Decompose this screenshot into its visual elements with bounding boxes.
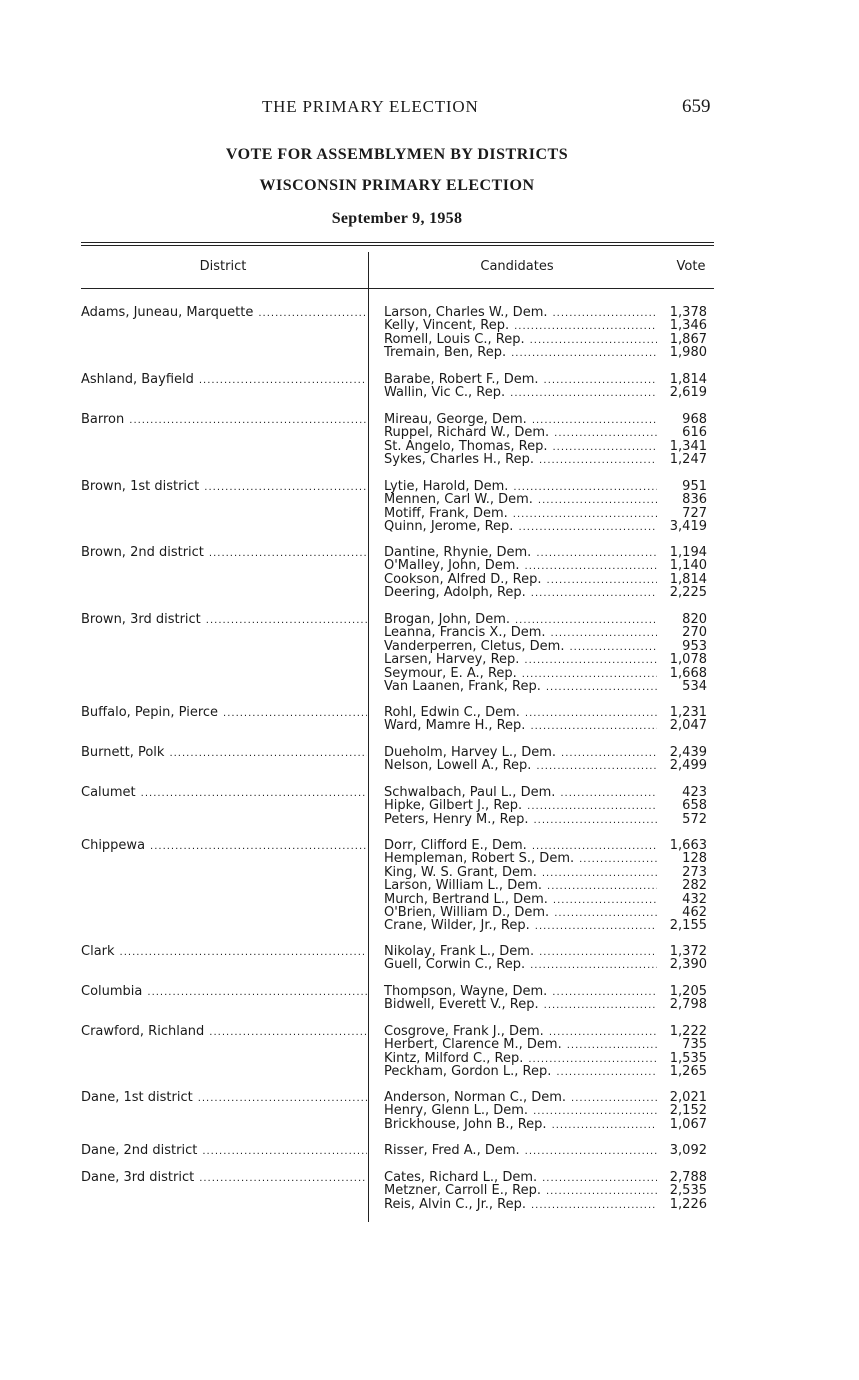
district-name bbox=[81, 746, 367, 760]
candidate-name: Dorr, Clifford E., Dem. bbox=[384, 838, 527, 853]
dot-leader bbox=[567, 1038, 657, 1052]
column-header-district: District bbox=[199, 259, 247, 274]
vote-count: 2,535 bbox=[669, 1183, 707, 1199]
vote-count: 1,194 bbox=[669, 545, 707, 560]
dot-leader bbox=[553, 306, 658, 320]
candidate-name: Brickhouse, John B., Rep. bbox=[384, 1116, 547, 1132]
vote-count: 282 bbox=[682, 878, 707, 894]
dot-leader bbox=[554, 426, 657, 440]
dot-leader bbox=[556, 1065, 657, 1079]
dot-leader bbox=[147, 985, 367, 999]
top-double-rule-lower bbox=[81, 245, 714, 246]
candidate-row bbox=[384, 759, 657, 773]
dot-leader bbox=[542, 866, 657, 880]
district-name bbox=[81, 786, 367, 800]
vote-count: 1,814 bbox=[669, 372, 707, 387]
header-rule bbox=[81, 288, 714, 289]
vote-count: 1,231 bbox=[669, 705, 707, 720]
dot-leader bbox=[552, 440, 657, 454]
candidate-row bbox=[384, 919, 657, 933]
vote-count: 128 bbox=[682, 851, 707, 867]
vote-count: 572 bbox=[682, 811, 707, 827]
vote-count: 1,205 bbox=[669, 984, 707, 999]
dot-leader bbox=[204, 480, 367, 494]
candidate-name: Crane, Wilder, Jr., Rep. bbox=[384, 918, 530, 934]
dot-leader bbox=[513, 480, 657, 494]
vote-count: 273 bbox=[682, 864, 707, 880]
dot-leader bbox=[549, 1025, 657, 1039]
dot-leader bbox=[532, 413, 657, 427]
dot-leader bbox=[554, 906, 657, 920]
vote-count: 953 bbox=[682, 638, 707, 654]
dot-leader bbox=[533, 813, 657, 827]
vote-count: 1,341 bbox=[669, 438, 707, 454]
candidate-name: Reis, Alvin C., Jr., Rep. bbox=[384, 1196, 526, 1212]
vote-count: 1,535 bbox=[669, 1050, 707, 1066]
dot-leader bbox=[535, 919, 657, 933]
candidate-name: Lytie, Harold, Dem. bbox=[384, 479, 509, 494]
dot-leader bbox=[198, 1091, 367, 1105]
candidate-name: St. Angelo, Thomas, Rep. bbox=[384, 438, 548, 454]
vote-count: 820 bbox=[682, 612, 707, 627]
candidate-name: Dantine, Rhynie, Dem. bbox=[384, 545, 532, 560]
table-subtitle: WISCONSIN PRIMARY ELECTION bbox=[259, 177, 535, 194]
dot-leader bbox=[547, 573, 657, 587]
candidate-row bbox=[384, 1198, 657, 1212]
vote-count: 1,867 bbox=[669, 331, 707, 347]
candidate-name: Anderson, Norman C., Dem. bbox=[384, 1090, 567, 1105]
dot-leader bbox=[150, 839, 367, 853]
dot-leader bbox=[530, 719, 657, 733]
candidate-name: Guell, Corwin C., Rep. bbox=[384, 957, 526, 973]
top-double-rule-upper bbox=[81, 242, 714, 243]
vote-count: 1,222 bbox=[669, 1024, 707, 1039]
dot-leader bbox=[524, 653, 657, 667]
dot-leader bbox=[202, 1144, 367, 1158]
candidate-name: Bidwell, Everett V., Rep. bbox=[384, 997, 539, 1013]
candidate-name: Hempleman, Robert S., Dem. bbox=[384, 851, 575, 867]
candidate-name: Motiff, Frank, Dem. bbox=[384, 505, 508, 521]
candidate-name: Seymour, E. A., Rep. bbox=[384, 665, 517, 681]
vote-count: 2,155 bbox=[669, 918, 707, 934]
candidate-name: Kintz, Milford C., Rep. bbox=[384, 1050, 524, 1066]
candidate-name: Deering, Adolph, Rep. bbox=[384, 585, 526, 601]
page-number: 659 bbox=[682, 96, 711, 117]
dot-leader bbox=[544, 998, 657, 1012]
district-label: Buffalo, Pepin, Pierce bbox=[81, 705, 219, 720]
candidate-name: Tremain, Ben, Rep. bbox=[384, 345, 507, 361]
candidate-name: Metzner, Carroll E., Rep. bbox=[384, 1183, 541, 1199]
candidate-name: King, W. S. Grant, Dem. bbox=[384, 864, 537, 880]
dot-leader bbox=[511, 346, 657, 360]
dot-leader bbox=[536, 546, 657, 560]
candidate-row bbox=[384, 586, 657, 600]
district-label: Adams, Juneau, Marquette bbox=[81, 305, 254, 320]
candidate-name: Mireau, George, Dem. bbox=[384, 412, 527, 427]
vote-count: 2,619 bbox=[669, 385, 707, 401]
vote-count: 462 bbox=[682, 905, 707, 920]
column-header-candidates: Candidates bbox=[480, 259, 554, 274]
district-label: Columbia bbox=[81, 984, 143, 999]
dot-leader bbox=[531, 1198, 657, 1212]
candidate-name: Cookson, Alfred D., Rep. bbox=[384, 571, 542, 587]
candidate-row bbox=[384, 813, 657, 827]
vote-count: 423 bbox=[682, 785, 707, 800]
district-label: Barron bbox=[81, 412, 125, 427]
vote-count: 1,265 bbox=[669, 1064, 707, 1080]
district-name bbox=[81, 613, 367, 627]
vote-count: 1,346 bbox=[669, 318, 707, 334]
vote-count: 1,663 bbox=[669, 838, 707, 853]
dot-leader bbox=[525, 706, 657, 720]
vote-count: 658 bbox=[682, 798, 707, 814]
district-name bbox=[81, 1025, 367, 1039]
vote-count: 432 bbox=[682, 891, 707, 907]
district-label: Crawford, Richland bbox=[81, 1024, 205, 1039]
dot-leader bbox=[569, 640, 657, 654]
candidate-name: Herbert, Clarence M., Dem. bbox=[384, 1037, 562, 1053]
candidate-row bbox=[384, 1144, 657, 1158]
dot-leader bbox=[129, 413, 367, 427]
candidate-name: Henry, Glenn L., Dem. bbox=[384, 1103, 529, 1119]
vote-count: 1,067 bbox=[669, 1116, 707, 1132]
vote-count: 270 bbox=[682, 625, 707, 641]
vote-count: 1,980 bbox=[669, 345, 707, 361]
district-label: Brown, 2nd district bbox=[81, 545, 204, 560]
candidate-name: Nelson, Lowell A., Rep. bbox=[384, 758, 532, 774]
dot-leader bbox=[530, 958, 657, 972]
vote-count: 616 bbox=[682, 425, 707, 441]
vote-count: 2,798 bbox=[669, 997, 707, 1013]
district-label: Calumet bbox=[81, 785, 136, 800]
district-name bbox=[81, 1144, 367, 1158]
dot-leader bbox=[169, 746, 367, 760]
candidate-row bbox=[384, 346, 657, 360]
district-label: Brown, 1st district bbox=[81, 479, 200, 494]
candidate-name: Van Laanen, Frank, Rep. bbox=[384, 679, 541, 694]
candidate-name: Romell, Louis C., Rep. bbox=[384, 331, 525, 347]
dot-leader bbox=[513, 507, 657, 521]
dot-leader bbox=[209, 1025, 367, 1039]
district-label: Brown, 3rd district bbox=[81, 612, 201, 627]
dot-leader bbox=[209, 546, 367, 560]
district-name bbox=[81, 839, 367, 853]
vote-count: 1,814 bbox=[669, 571, 707, 587]
column-header-vote: Vote bbox=[676, 259, 706, 274]
candidate-row bbox=[384, 680, 657, 694]
dot-leader bbox=[522, 667, 657, 681]
candidate-name: Wallin, Vic C., Rep. bbox=[384, 385, 506, 401]
dot-leader bbox=[553, 893, 657, 907]
candidate-name: Mennen, Carl W., Dem. bbox=[384, 492, 533, 508]
candidate-name: Murch, Bertrand L., Dem. bbox=[384, 891, 548, 907]
vote-count: 2,152 bbox=[669, 1103, 707, 1119]
candidate-name: Schwalbach, Paul L., Dem. bbox=[384, 785, 556, 800]
vote-count: 2,047 bbox=[669, 718, 707, 734]
vote-count: 2,021 bbox=[669, 1090, 707, 1105]
candidate-row bbox=[384, 1065, 657, 1079]
vote-count: 534 bbox=[682, 679, 707, 694]
vote-count: 1,247 bbox=[669, 452, 707, 468]
vote-count: 1,668 bbox=[669, 665, 707, 681]
dot-leader bbox=[531, 586, 657, 600]
candidate-name: Larson, Charles W., Dem. bbox=[384, 305, 548, 320]
vote-count: 2,225 bbox=[669, 585, 707, 601]
dot-leader bbox=[536, 759, 657, 773]
district-label: Dane, 3rd district bbox=[81, 1170, 195, 1185]
district-name bbox=[81, 373, 367, 387]
candidate-row bbox=[384, 453, 657, 467]
vote-count: 836 bbox=[682, 492, 707, 508]
election-date: September 9, 1958 bbox=[331, 210, 463, 227]
dot-leader bbox=[547, 879, 657, 893]
district-label: Dane, 2nd district bbox=[81, 1143, 198, 1158]
dot-leader bbox=[120, 945, 367, 959]
dot-leader bbox=[538, 493, 657, 507]
candidate-row bbox=[384, 719, 657, 733]
candidate-name: Brogan, John, Dem. bbox=[384, 612, 510, 627]
dot-leader bbox=[560, 786, 657, 800]
district-label: Burnett, Polk bbox=[81, 745, 165, 760]
dot-leader bbox=[223, 706, 367, 720]
candidate-name: Hipke, Gilbert J., Rep. bbox=[384, 798, 523, 814]
vote-count: 1,226 bbox=[669, 1196, 707, 1212]
dot-leader bbox=[539, 945, 657, 959]
dot-leader bbox=[552, 985, 657, 999]
district-name bbox=[81, 546, 367, 560]
vote-count: 1,140 bbox=[669, 558, 707, 574]
candidate-name: Larson, William L., Dem. bbox=[384, 878, 543, 894]
dot-leader bbox=[206, 613, 367, 627]
running-title: THE PRIMARY ELECTION bbox=[262, 97, 479, 116]
vote-count: 3,419 bbox=[669, 519, 707, 535]
vote-count: 2,439 bbox=[669, 745, 707, 760]
candidate-row bbox=[384, 998, 657, 1012]
candidate-name: Barabe, Robert F., Dem. bbox=[384, 372, 539, 387]
candidate-row bbox=[384, 386, 657, 400]
dot-leader bbox=[525, 559, 657, 573]
dot-leader bbox=[546, 1184, 657, 1198]
district-label: Chippewa bbox=[81, 838, 146, 853]
candidate-name: Risser, Fred A., Dem. bbox=[384, 1143, 520, 1158]
vote-count: 1,372 bbox=[669, 944, 707, 959]
candidate-name: Cates, Richard L., Dem. bbox=[384, 1170, 538, 1185]
vote-count: 1,378 bbox=[669, 305, 707, 320]
vote-count: 968 bbox=[682, 412, 707, 427]
candidate-row bbox=[384, 520, 657, 534]
candidate-name: Larsen, Harvey, Rep. bbox=[384, 652, 520, 668]
candidate-name: Nikolay, Frank L., Dem. bbox=[384, 944, 535, 959]
dot-leader bbox=[514, 319, 657, 333]
district-label: Dane, 1st district bbox=[81, 1090, 193, 1105]
vote-count: 727 bbox=[682, 505, 707, 521]
candidate-name: Rohl, Edwin C., Dem. bbox=[384, 705, 520, 720]
district-name bbox=[81, 480, 367, 494]
column-divider bbox=[368, 252, 369, 1222]
table-title: VOTE FOR ASSEMBLYMEN BY DISTRICTS bbox=[225, 146, 569, 163]
dot-leader bbox=[533, 1104, 657, 1118]
dot-leader bbox=[571, 1091, 657, 1105]
dot-leader bbox=[552, 1118, 657, 1132]
dot-leader bbox=[544, 373, 657, 387]
district-name bbox=[81, 1091, 367, 1105]
dot-leader bbox=[551, 626, 657, 640]
district-name bbox=[81, 945, 367, 959]
vote-count: 951 bbox=[682, 479, 707, 494]
candidate-name: O'Malley, John, Dem. bbox=[384, 558, 520, 574]
dot-leader bbox=[525, 1144, 657, 1158]
district-label: Ashland, Bayfield bbox=[81, 372, 194, 387]
dot-leader bbox=[199, 373, 367, 387]
candidate-name: Quinn, Jerome, Rep. bbox=[384, 519, 514, 535]
dot-leader bbox=[510, 386, 657, 400]
candidate-name: Peckham, Gordon L., Rep. bbox=[384, 1064, 552, 1080]
dot-leader bbox=[530, 333, 657, 347]
vote-count: 3,092 bbox=[669, 1143, 707, 1158]
district-name bbox=[81, 1171, 367, 1185]
candidate-name: Cosgrove, Frank J., Dem. bbox=[384, 1024, 544, 1039]
dot-leader bbox=[527, 799, 657, 813]
vote-count: 735 bbox=[682, 1037, 707, 1053]
vote-count: 2,499 bbox=[669, 758, 707, 774]
dot-leader bbox=[546, 680, 657, 694]
candidate-name: Kelly, Vincent, Rep. bbox=[384, 318, 510, 334]
candidate-name: Ruppel, Richard W., Dem. bbox=[384, 425, 550, 441]
candidate-name: Dueholm, Harvey L., Dem. bbox=[384, 745, 557, 760]
dot-leader bbox=[199, 1171, 367, 1185]
candidate-row bbox=[384, 1118, 657, 1132]
dot-leader bbox=[539, 453, 657, 467]
candidate-name: Leanna, Francis X., Dem. bbox=[384, 625, 546, 641]
candidate-name: Peters, Henry M., Rep. bbox=[384, 811, 529, 827]
dot-leader bbox=[518, 520, 657, 534]
district-name bbox=[81, 413, 367, 427]
district-label: Clark bbox=[81, 944, 115, 959]
candidate-name: Ward, Mamre H., Rep. bbox=[384, 718, 526, 734]
dot-leader bbox=[141, 786, 367, 800]
dot-leader bbox=[258, 306, 367, 320]
dot-leader bbox=[579, 852, 657, 866]
candidate-name: Sykes, Charles H., Rep. bbox=[384, 452, 534, 468]
district-name bbox=[81, 985, 367, 999]
vote-count: 1,078 bbox=[669, 652, 707, 668]
candidate-name: O'Brien, William D., Dem. bbox=[384, 905, 550, 920]
district-name bbox=[81, 706, 367, 720]
dot-leader bbox=[561, 746, 657, 760]
district-name bbox=[81, 306, 367, 320]
vote-count: 2,788 bbox=[669, 1170, 707, 1185]
vote-count: 2,390 bbox=[669, 957, 707, 973]
candidate-name: Thompson, Wayne, Dem. bbox=[384, 984, 548, 999]
dot-leader bbox=[542, 1171, 657, 1185]
candidate-row bbox=[384, 958, 657, 972]
candidate-name: Vanderperren, Cletus, Dem. bbox=[384, 638, 565, 654]
